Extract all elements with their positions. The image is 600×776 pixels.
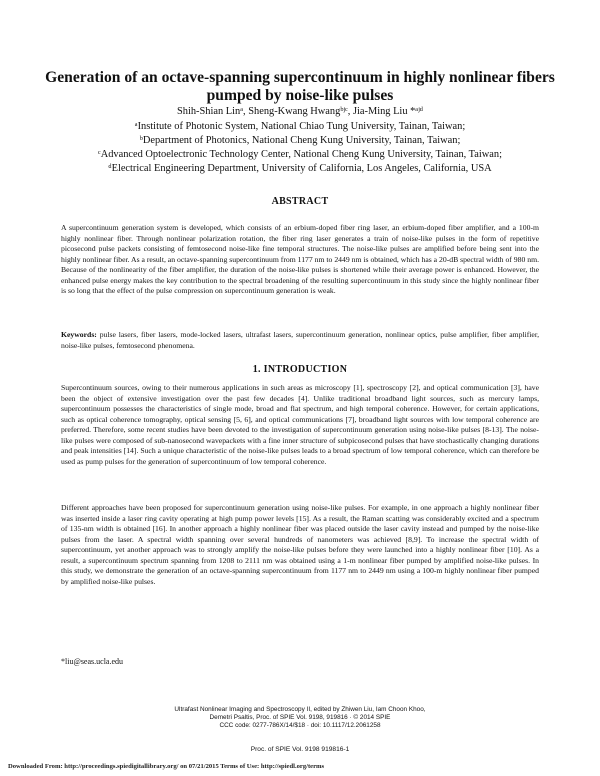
citation-line: Demetri Psaltis, Proc. of SPIE Vol. 9198, 919816 · © 2014 SPIE bbox=[209, 714, 391, 721]
introduction-paragraph-2: Different approaches have been proposed for supercontinuum generation using noise-like pulses. For example, in one approach a highly nonlinear fiber was inserted inside a laser ring cavity operating at high pump power levels [15]. As a result, the Raman scatting was considerably excited and a spectrum of 135-nm width is obtained [16]. In another approach a highly nonlinear fiber was placed outside the laser cavity instead and pumped by the noise-like pulses from the laser. A spectral width spanning over several hundreds of nanometers was achieved [8,9]. To increase the spectral width of supercontinuum, yet another approach was to strongly amplify the noise-like pulses before they were launched into a highly nonlinear fiber [10]. As a result, a supercontinuum spectrum spanning from 1208 to 2111 nm was obtained using a 1-m nonlinear fiber pumped by amplified noise-like pulses. In this study, we demonstrate the generation of an octave-spanning supercontinuum from 1177 nm to 2449 nm using a 100-m highly nonlinear fiber pumped by amplified noise-like pulses. bbox=[61, 503, 539, 586]
citation-line: CCC code: 0277-786X/14/$18 · doi: 10.1117/12.2061258 bbox=[219, 722, 381, 729]
abstract-heading: ABSTRACT bbox=[271, 196, 329, 207]
paper-title: Generation of an octave-spanning supercontinuum in highly nonlinear fibers pumped by noise-like pulses bbox=[45, 69, 555, 104]
keywords-section bbox=[61, 330, 539, 351]
citation-line: Ultrafast Nonlinear Imaging and Spectroscopy II, edited by Zhiwen Liu, Iam Choon Khoo, bbox=[174, 706, 426, 713]
corresponding-author-footnote: *liu@seas.ucla.edu bbox=[61, 657, 124, 666]
affiliation-line: ᵃInstitute of Photonic System, National Chiao Tung University, Tainan, Taiwan; bbox=[134, 121, 466, 132]
affiliations bbox=[40, 120, 560, 176]
affiliation-line: ᵇDepartment of Photonics, National Cheng Kung University, Tainan, Taiwan; bbox=[139, 135, 461, 146]
affiliation-line: ᵈElectrical Engineering Department, University of California, Los Angeles, California, USA bbox=[108, 163, 492, 174]
introduction-paragraph-1: Supercontinuum sources, owing to their numerous applications in such areas as microscopy [1], spectroscopy [2], and optical communication [3], have been the object of extensive investigation over the past few decades [4]. Unlike traditional broadband light sources, such as mercury lamps, supercontinuum possesses the characteristics of single mode, broad and flat spectrum, and high temporal coherence. However, for certain applications, such as optical coherence tomography, optical sensing [5, 6], and optical communications [7], broadband light sources with low temporal coherence are preferred. Therefore, some recent studies have been devoted to the investigation of supercontinuum generation using noise-like pulses [8-13]. The noise-like pulses were composed of sub-nanosecond wavepackets with a fine inner structure of subpicosecond pulses that have stochastically changing durations and peak intensities [14]. Such a unique characteristic of the noise-like pulses leads to a broad spectrum of low temporal coherence, which can therefore be used as pump pulses for the generation of supercontinuum of low temporal coherence. bbox=[61, 383, 539, 466]
author-list: Shih-Shian Linᵃ, Sheng-Kwang Hwangᵇʲᶜ, Jia-Ming Liu *ᵃʲᵈ bbox=[176, 106, 423, 117]
abstract-text: A supercontinuum generation system is developed, which consists of an erbium-doped fiber ring laser, an erbium-doped fiber amplifier, and a 100-m highly nonlinear fiber. Through nonlinear polarization rotation, the fiber ring laser generates a train of noise-like pulses in the form of repetitive picosecond pulse packets consisting of femtosecond noise-like fine temporal structures. The noise-like pulses are amplified before being sent into the highly nonlinear fiber. As a result, an octave-spanning supercontinuum from 1177 nm to 2449 nm is obtained, which has a 20-dB spectral width of 980 nm. Because of the nonlinearity of the fiber amplifier, the duration of the noise-like pulses is shortened while their average power is enhanced. However, the enhanced pulse energy makes the key contribution to the spectral broadening of the resulting supercontinuum in this study since the highly nonlinear fiber is so long that the effect of the pulse compression on supercontinuum generation is weak. bbox=[61, 223, 539, 295]
page-number: Proc. of SPIE Vol. 9198 919816-1 bbox=[250, 746, 350, 753]
citation-block bbox=[100, 706, 500, 730]
keywords-list: pulse lasers, fiber lasers, mode-locked lasers, ultrafast lasers, supercontinuum generation, nonlinear optics, pulse amplifier, fiber amplifier, noise-like pulses, femtosecond phenomena. bbox=[61, 330, 540, 350]
introduction-heading: 1. INTRODUCTION bbox=[252, 364, 348, 375]
download-notice: Downloaded From: http://proceedings.spiedigitallibrary.org/ on 07/21/2015 Terms of Use: http://spiedl.org/terms bbox=[8, 763, 325, 770]
keywords-label: Keywords: bbox=[61, 330, 97, 339]
affiliation-line: ᶜAdvanced Optoelectronic Technology Center, National Cheng Kung University, Tainan, Taiwan; bbox=[98, 149, 502, 160]
